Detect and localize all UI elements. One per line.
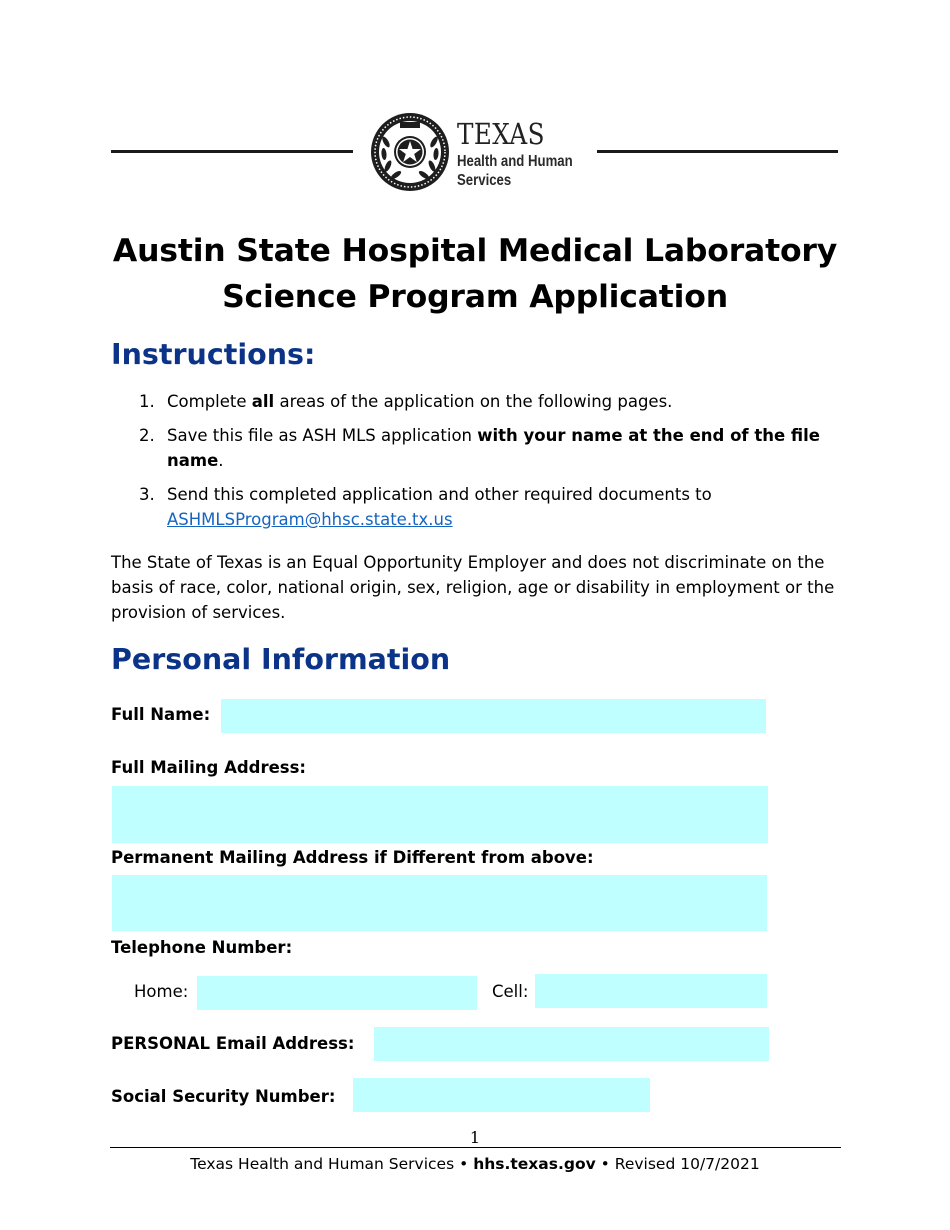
footer-bullet: •	[600, 1155, 610, 1173]
instruction-bold: all	[251, 392, 275, 411]
instruction-text: Send this completed application and other required documents to	[167, 485, 712, 504]
full-name-label: Full Name:	[111, 705, 211, 724]
instruction-number: 1.	[139, 392, 155, 411]
footer-site: hhs.texas.gov	[473, 1155, 596, 1173]
full-name-input[interactable]	[221, 699, 766, 733]
hhs-logo-wordmark	[457, 117, 593, 190]
footer-rule	[110, 1147, 841, 1148]
telephone-label: Telephone Number:	[111, 938, 293, 957]
instruction-item	[111, 482, 831, 532]
instructions-heading: Instructions:	[111, 338, 316, 371]
ssn-input[interactable]	[353, 1078, 650, 1112]
footer-bullet: •	[459, 1155, 469, 1173]
mailing-address-label: Full Mailing Address:	[111, 758, 307, 777]
email-input[interactable]	[374, 1027, 769, 1061]
instruction-item	[111, 423, 831, 473]
instruction-number: 2.	[139, 426, 155, 445]
instruction-text: areas of the application on the following pages.	[274, 392, 673, 411]
email-label: PERSONAL Email Address:	[111, 1034, 355, 1053]
logo-line-2: Health and Human	[457, 153, 573, 170]
eeo-statement: The State of Texas is an Equal Opportunity Employer and does not discriminate on the basis of race, color, national origin, sex, religion, age or disability in employment or the provision of services.	[111, 553, 835, 622]
logo-line-3: Services	[457, 172, 512, 189]
footer-org: Texas Health and Human Services	[190, 1155, 455, 1173]
document-title	[100, 228, 850, 320]
cell-phone-label: Cell:	[492, 982, 529, 1001]
instruction-text: Save this file as ASH MLS application	[167, 426, 478, 445]
mailing-address-input[interactable]	[112, 786, 768, 843]
logo-texas-text: TEXAS	[457, 117, 545, 151]
instruction-bold: with your name at the end of the file name	[167, 426, 820, 470]
title-line-1: Austin State Hospital Medical Laboratory	[112, 233, 838, 269]
permanent-address-label: Permanent Mailing Address if Different from above:	[111, 848, 594, 867]
title-line-2: Science Program Application	[222, 279, 728, 315]
home-phone-input[interactable]	[197, 976, 477, 1010]
header-rule-right	[597, 150, 838, 153]
program-email-link[interactable]: ASHMLSProgram@hhsc.state.tx.us	[167, 510, 453, 529]
instruction-item	[111, 389, 831, 414]
header-rule-left	[111, 150, 353, 153]
instruction-text: .	[218, 451, 224, 470]
personal-info-heading: Personal Information	[111, 643, 451, 676]
instruction-number: 3.	[139, 485, 155, 504]
permanent-address-input[interactable]	[112, 875, 767, 931]
footer	[0, 1155, 950, 1173]
instruction-text: Complete	[167, 392, 252, 411]
page-number: 1	[469, 1128, 481, 1147]
ssn-label: Social Security Number:	[111, 1087, 336, 1106]
cell-phone-input[interactable]	[535, 974, 767, 1008]
footer-revised: Revised 10/7/2021	[614, 1155, 760, 1173]
texas-seal-icon	[370, 112, 450, 192]
home-phone-label: Home:	[134, 982, 189, 1001]
instructions-list	[111, 389, 831, 541]
